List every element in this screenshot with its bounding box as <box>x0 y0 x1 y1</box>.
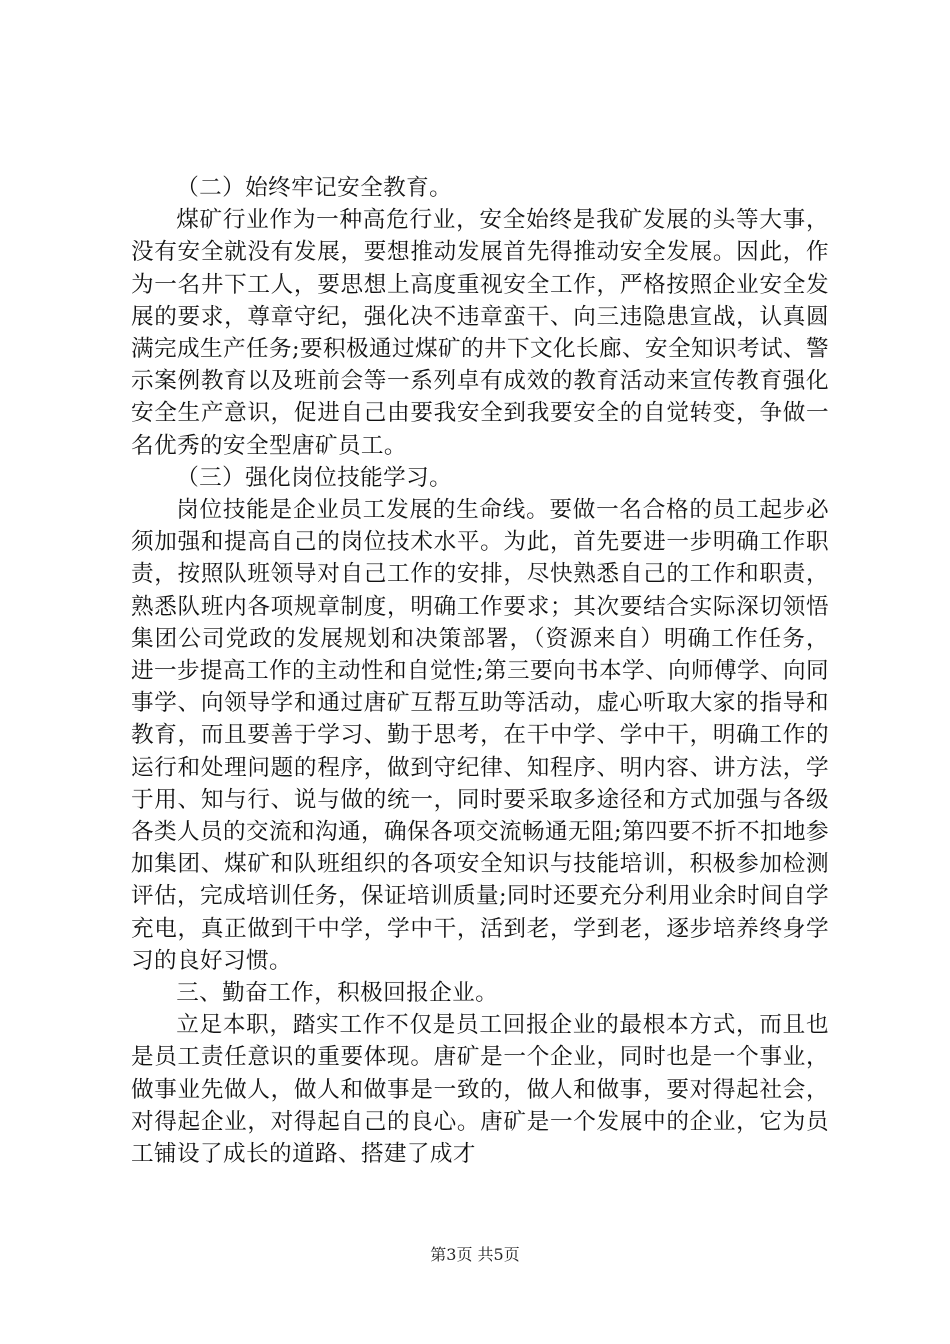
document-body <box>131 172 829 1170</box>
section-heading-2: （二）始终牢记安全教育。 <box>176 175 453 201</box>
section-heading-3: （三）强化岗位技能学习。 <box>176 464 453 491</box>
page-footer: 第3页 共5页 <box>430 1245 520 1264</box>
section-heading-iii: 三、勤奋工作，积极回报企业。 <box>176 980 499 1007</box>
body-paragraph: 立足本职，踏实工作不仅是员工回报企业的最根本方式，而且也是员工责任意识的重要体现。唐矿是一个企业，同时也是一个事业，做事业先做人，做人和做事是一致的，做人和做事，要对得起社会，对得起企业，对得起自己的良心。唐矿是一个发展中的企业，它为员工铺设了成长的道路、搭建了成才 <box>131 1012 829 1168</box>
body-paragraph: 岗位技能是企业员工发展的生命线。要做一名合格的员工起步必须加强和提高自己的岗位技术水平。为此，首先要进一步明确工作职责，按照队班领导对自己工作的安排，尽快熟悉自己的工作和职责，熟悉队班内各项规章制度，明确工作要求；其次要结合实际深切领悟集团公司党政的发展规划和决策部署，（资源来自）明确工作任务，进一步提高工作的主动性和自觉性;第三要向书本学、向师傅学、向同事学、向领导学和通过唐矿互帮互助等活动，虚心听取大家的指导和教育，而且要善于学习、勤于思考，在干中学、学中干，明确工作的运行和处理问题的程序，做到守纪律、知程序、明内容、讲方法，学于用、知与行、说与做的统一，同时要采取多途径和方式加强与各级各类人员的交流和沟通，确保各项交流畅通无阻;第四要不折不扣地参加集团、煤矿和队班组织的各项安全知识与技能培训，积极参加检测评估，完成培训任务，保证培训质量;同时还要充分利用业余时间自学充电，真正做到干中学，学中干，活到老，学到老，逐步培养终身学习的良好习惯。 <box>131 497 829 974</box>
body-paragraph: 煤矿行业作为一种高危行业，安全始终是我矿发展的头等大事，没有安全就没有发展，要想推动发展首先得推动安全发展。因此，作为一名井下工人，要思想上高度重视安全工作，严格按照企业安全发展的要求，尊章守纪，强化决不违章蛮干、向三违隐患宣战，认真圆满完成生产任务;要积极通过煤矿的井下文化长廊、安全知识考试、警示案例教育以及班前会等一系列卓有成效的教育活动来宣传教育强化安全生产意识，促进自己由要我安全到我要安全的自觉转变，争做一名优秀的安全型唐矿员工。 <box>131 207 829 459</box>
